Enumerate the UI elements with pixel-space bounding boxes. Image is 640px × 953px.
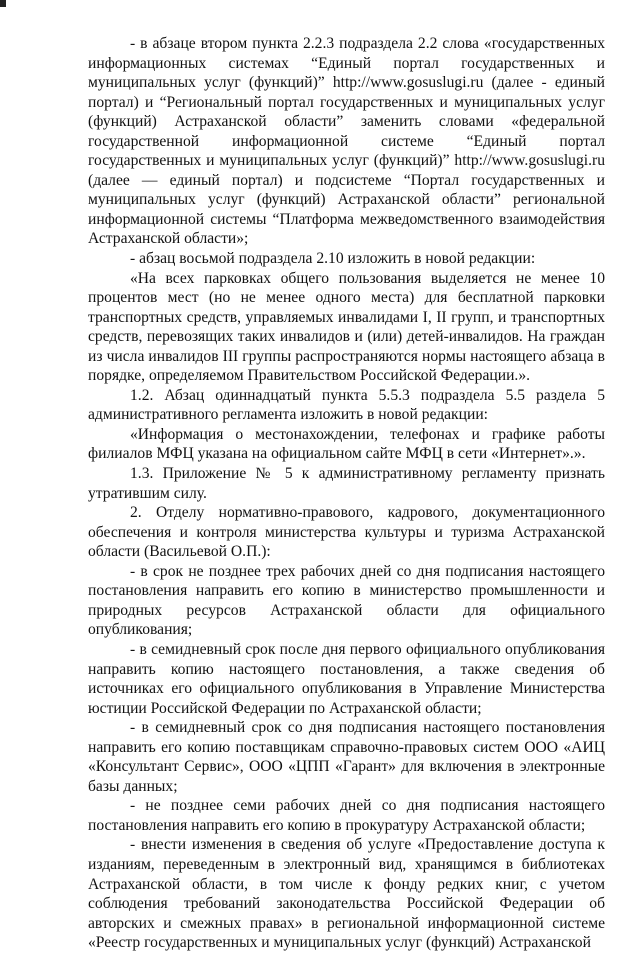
paragraph-item-2: 2. Отделу нормативно-правового, кадрового, документационного обеспечения и контроля министерства культуры и туризма Астраханской области (Васильевой О.П.): [88, 504, 605, 561]
paragraph-item-1-3: 1.3. Приложение № 5 к административному регламенту признать утратившим силу. [88, 465, 605, 502]
paragraph-justice-copy: - в семидневный срок после дня первого официального опубликования направить копию настоящего постановления, а также сведения об источниках его официального опубликования в Управление Министерства юстиции Российской Федерации по Астраханской области; [88, 640, 605, 717]
paragraph-amend-2-10-intro: - абзац восьмой подраздела 2.10 изложить в новой редакции: [130, 250, 536, 268]
paragraph-publication-copy: - в срок не позднее трех рабочих дней со дня подписания настоящего постановления направить его копию в министерство промышленности и природных ресурсов Астраханской области для официального опубликования; [88, 562, 605, 639]
document-page [88, 34, 605, 953]
paragraph-service-registry: - внести изменения в сведения об услуге «Предоставление доступа к изданиям, переведенным в электронный вид, хранящимся в библиотеках Астраханской области, в том числе к фонду редких книг, с учетом соблюдения требований законодательства Российской Федерации об авторских и смежных правах» в региональной информационной системе «Реестр государственных и муниципальных услуг (функций) Астраханской [88, 836, 605, 952]
paragraph-mfc-quote: «Информация о местонахождении, телефонах и графике работы филиалов МФЦ указана на официальном сайте МФЦ в сети «Интернет».». [88, 425, 605, 463]
scan-corner-mark [0, 0, 6, 7]
paragraph-amend-2-2-3: - в абзаце втором пункта 2.2.3 подраздела 2.2 слова «государственных информационных системах “Единый портал государственных и муниципальных услуг (функций)” http://www.gosuslugi.ru (далее - единый портал) и “Региональный портал государственных и муниципальных услуг (функций) Астраханской области” заменить словами «федеральной государственной информационной системе “Единый портал государственных и муниципальных услуг (функций)” http://www.gosuslugi.ru (далее — единый портал) и подсистеме “Портал государственных и муниципальных услуг (функций) Астраханской области” региональной информационной системы “Платформа межведомственного взаимодействия Астраханской области»; [88, 35, 605, 248]
paragraph-prosecutor-copy: - не позднее семи рабочих дней со дня подписания настоящего постановления направить его копию в прокуратуру Астраханской области; [88, 797, 605, 834]
paragraph-parking-quote: «На всех парковках общего пользования выделяется не менее 10 процентов мест (но не менее одного места) для бесплатной парковки транспортных средств, управляемых инвалидами I, II групп, и транспортных средств, перевозящих таких инвалидов и (или) детей-инвалидов. На граждан из числа инвалидов III группы распространяются нормы настоящего абзаца в порядке, определяемом Правительством Российской Федерации.». [88, 269, 605, 385]
paragraph-item-1-2: 1.2. Абзац одиннадцатый пункта 5.5.3 подраздела 5.5 раздела 5 административного регламента изложить в новой редакции: [88, 386, 605, 424]
paragraph-legal-systems-copy: - в семидневный срок со дня подписания настоящего постановления направить его копию поставщикам справочно-правовых систем ООО «АИЦ «Консультант Сервис», ООО «ЦПП «Гарант» для включения в электронные базы данных; [88, 719, 605, 795]
